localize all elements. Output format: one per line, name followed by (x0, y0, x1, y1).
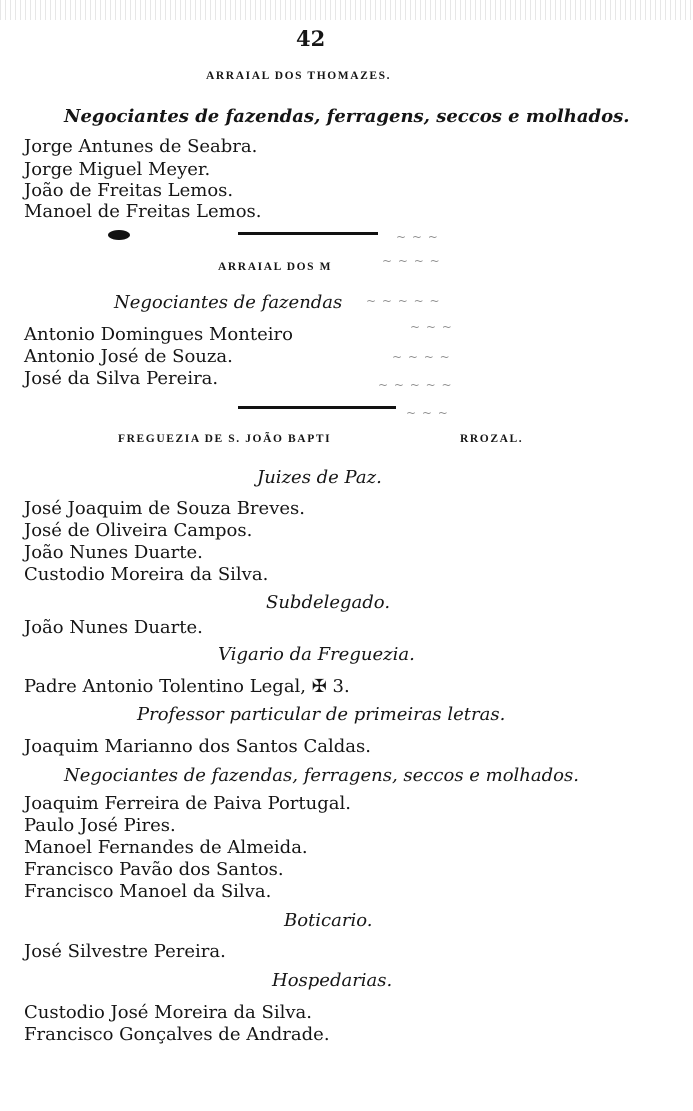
scan-noise-strip (0, 0, 693, 20)
list-item: João Nunes Duarte. (24, 617, 203, 638)
list-item: João Nunes Duarte. (24, 542, 203, 563)
list-item: Francisco Gonçalves de Andrade. (24, 1024, 330, 1045)
list-item: Padre Antonio Tolentino Legal, ✠ 3. (24, 676, 350, 697)
faded-stamp: ~ ~ ~ ~ ~ ~ ~ ~ ~ ~ ~ ~ ~ ~ ~ ~ ~ ~ ~ ~ ~ ~ ~ ~ ~ ~ ~ (366, 230, 453, 420)
section-heading-thomazes: ARRAIAL DOS THOMAZES. (206, 70, 392, 82)
list-item: José da Silva Pereira. (24, 368, 219, 389)
hospedarias-heading: Hospedarias. (272, 970, 393, 991)
boticario-heading: Boticario. (284, 910, 373, 931)
negociantes-heading: Negociantes de fazendas, ferragens, seccos e molhados. (64, 765, 579, 786)
section-heading-second: ARRAIAL DOS M (218, 261, 333, 273)
list-item: Jorge Antunes de Seabra. (24, 136, 258, 157)
section-heading-freguezia: FREGUEZIA DE S. JOÃO BAPTI (118, 433, 332, 445)
list-item: Joaquim Ferreira de Paiva Portugal. (24, 793, 351, 814)
ink-blot (108, 230, 130, 240)
list-item: Joaquim Marianno dos Santos Caldas. (24, 736, 371, 757)
list-item: José Silvestre Pereira. (24, 941, 226, 962)
list-item: Paulo José Pires. (24, 815, 176, 836)
list-item: Custodio Moreira da Silva. (24, 564, 269, 585)
list-item: Francisco Manoel da Silva. (24, 881, 272, 902)
page-number: 42 (296, 26, 326, 51)
subdelegado-heading: Subdelegado. (266, 592, 391, 613)
list-item: Custodio José Moreira da Silva. (24, 1002, 312, 1023)
list-item: José de Oliveira Campos. (24, 520, 253, 541)
section-heading-freguezia-end: RROZAL. (460, 433, 524, 445)
list-item: Antonio Domingues Monteiro (24, 324, 293, 345)
category-heading-second: Negociantes de fazendas (114, 292, 343, 313)
list-item: José Joaquim de Souza Breves. (24, 498, 305, 519)
list-item: Francisco Pavão dos Santos. (24, 859, 284, 880)
list-item: Manoel Fernandes de Almeida. (24, 837, 308, 858)
list-item: Antonio José de Souza. (24, 346, 233, 367)
list-item: Manoel de Freitas Lemos. (24, 201, 262, 222)
section-divider (238, 232, 378, 235)
professor-heading: Professor particular de primeiras letras. (137, 704, 506, 725)
list-item: Jorge Miguel Meyer. (24, 159, 211, 180)
juizes-heading: Juizes de Paz. (257, 467, 382, 488)
list-item: João de Freitas Lemos. (24, 180, 234, 201)
category-heading-thomazes: Negociantes de fazendas, ferragens, seccos e molhados. (64, 106, 630, 127)
vigario-heading: Vigario da Freguezia. (218, 644, 415, 665)
section-divider (238, 406, 396, 409)
